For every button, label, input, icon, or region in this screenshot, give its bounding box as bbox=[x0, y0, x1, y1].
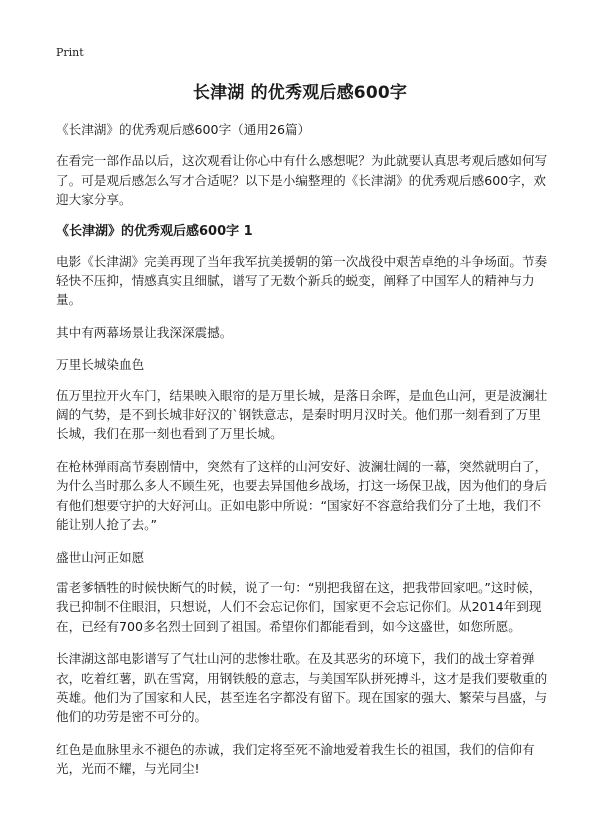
body-paragraph: 长津湖这部电影谱写了气壮山河的悲惨壮歌。在及其恶劣的环境下，我们的战士穿着弹衣，吃着红薯，趴在雪窝，用钢铁般的意志，与美国军队拼死搏斗，这才是我们要敬重的英雄。他们为了国家和人民，甚至连名字都没有留下。现在国家的强大、繁荣与昌盛，与他们的功劳是密不可分的。 bbox=[56, 651, 548, 725]
body-paragraph: 其中有两幕场景让我深深震撼。 bbox=[56, 324, 233, 340]
body-paragraph: 雷老爹牺牲的时候快断气的时候，说了一句：“别把我留在这，把我带回家吧。”这时候，我已抑制不住眼泪，只想说，人们不会忘记你们，国家更不会忘记你们。从2014年到现在，已经有700多名烈士回到了祖国。希望你们都能看到，如今这盛世，如您所愿。 bbox=[56, 579, 542, 634]
document-subtitle: 《长津湖》的优秀观后感600字（通用26篇） bbox=[56, 122, 311, 137]
body-paragraph: 伍万里拉开火车门，结果映入眼帘的是万里长城，是落日余晖，是血色山河，更是波澜壮阔的气势，是不到长城非好汉的`钢铁意志，是秦时明月汉时关。他们那一刻看到了万里长城，我们在那一刻也看到了万里长城。 bbox=[56, 387, 548, 442]
intro-paragraph: 在看完一部作品以后，这次观看让你心中有什么感想呢？为此就要认真思考观后感如何写了。可是观后感怎么写才合适呢？以下是小编整理的《长津湖》的优秀观后感600字，欢迎大家分享。 bbox=[56, 153, 548, 208]
scene-label: 盛世山河正如愿 bbox=[56, 549, 145, 565]
body-paragraph: 电影《长津湖》完美再现了当年我军抗美援朝的第一次战役中艰苦卓绝的斗争场面。节奏轻快不压抑，情感真实且细腻，谱写了无数个新兵的蜕变，阐释了中国军人的精神与力量。 bbox=[56, 253, 548, 308]
print-link[interactable]: Print bbox=[56, 46, 84, 59]
section-heading: 《长津湖》的优秀观后感600字 1 bbox=[56, 223, 253, 239]
scene-label: 万里长城染血色 bbox=[56, 357, 145, 373]
document-title: 长津湖 的优秀观后感600字 bbox=[192, 83, 408, 103]
body-paragraph: 在枪林弹雨高节奏剧情中，突然有了这样的山河安好、波澜壮阔的一幕，突然就明白了，为什么当时那么多人不顾生死，也要去异国他乡战场，打这一场保卫战，因为他们的身后有他们想要守护的大好河山。正如电影中所说：“国家好不容意给我们分了土地，我们不能让别人抢了去。” bbox=[56, 458, 548, 533]
body-paragraph: 红色是血脉里永不褪色的赤诚，我们定将至死不渝地爱着我生长的祖国，我们的信仰有光，光而不耀，与光同尘! bbox=[56, 741, 535, 777]
document-body bbox=[56, 120, 552, 792]
